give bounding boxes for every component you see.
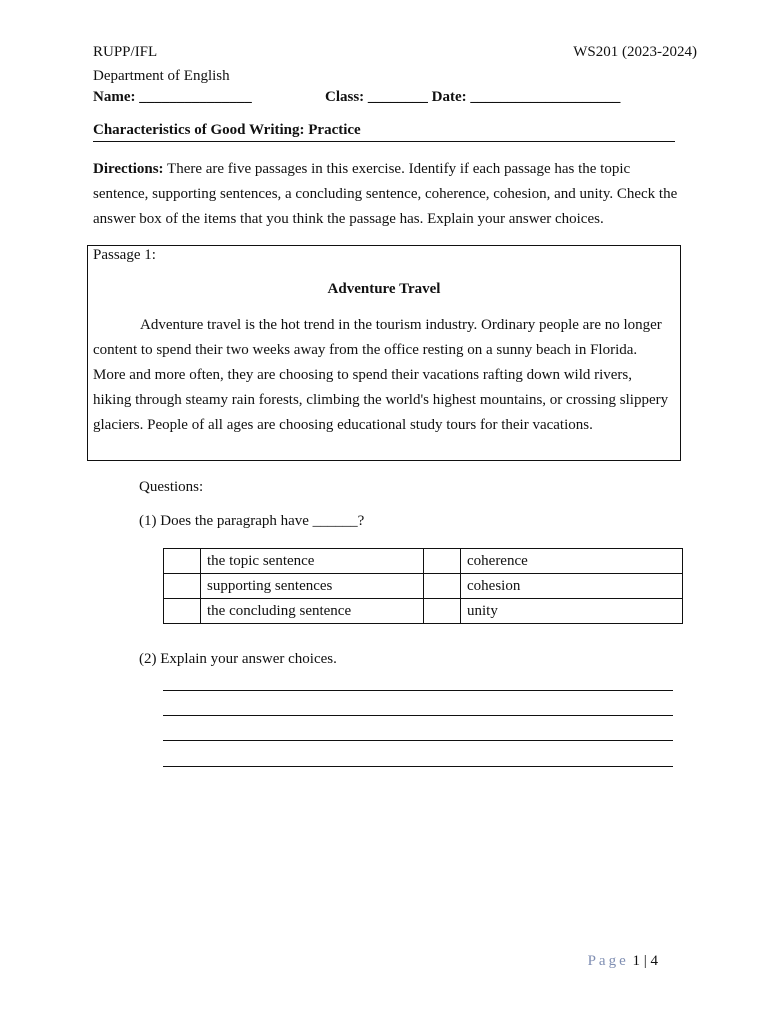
page-word: Page [587, 953, 629, 969]
passage-title: Adventure Travel [327, 281, 441, 297]
passage-text: Adventure travel is the hot trend in the tourism industry. Ordinary people are no longer content to spend their two weeks away from the office resting on a sunny beach in Florida. More and more often, they are choosing to spend their vacations rafting down wild rivers, hiking through steamy rain forests, climbing the world's highest mountains, or crossing slippery glaciers. People of all ages are choosing educational study tours for their vacations. [93, 317, 669, 433]
checkbox-supporting-sentences[interactable] [164, 574, 201, 599]
page-number: 1 | 4 [632, 953, 658, 969]
question-2: (2) Explain your answer choices. [139, 651, 337, 667]
table-row [164, 599, 683, 624]
passage-box [87, 245, 681, 461]
answer-line[interactable] [163, 766, 673, 767]
answer-line[interactable] [163, 690, 673, 691]
option-label: supporting sentences [201, 574, 424, 599]
directions [93, 157, 683, 232]
directions-text: There are five passages in this exercise. Identify if each passage has the topic sentence, supporting sentences, a concluding sentence, coherence, cohesion, and unity. Check the answer box of the items that you think the passage has. Explain your answer choices. [93, 161, 678, 227]
option-label: the topic sentence [201, 549, 424, 574]
question-1: (1) Does the paragraph have ______? [139, 513, 365, 529]
header-left [93, 44, 230, 84]
questions-label: Questions: [139, 479, 204, 495]
answer-line[interactable] [163, 740, 673, 741]
options-table [163, 548, 683, 624]
class-date-field[interactable]: Class: ________ Date: ____________________ [325, 89, 621, 105]
option-label: cohesion [461, 574, 683, 599]
checkbox-concluding-sentence[interactable] [164, 599, 201, 624]
institution: RUPP/IFL [93, 44, 158, 60]
checkbox-unity[interactable] [424, 599, 461, 624]
directions-label: Directions: [93, 161, 164, 177]
table-row [164, 549, 683, 574]
course-code: WS201 (2023-2024) [573, 44, 697, 60]
passage-label: Passage 1: [93, 247, 156, 263]
name-field[interactable]: Name: _______________ [93, 89, 252, 105]
checkbox-coherence[interactable] [424, 549, 461, 574]
table-row [164, 574, 683, 599]
option-label: the concluding sentence [201, 599, 424, 624]
answer-line[interactable] [163, 715, 673, 716]
page-footer [588, 953, 658, 970]
department: Department of English [93, 68, 230, 84]
checkbox-cohesion[interactable] [424, 574, 461, 599]
checkbox-topic-sentence[interactable] [164, 549, 201, 574]
option-label: coherence [461, 549, 683, 574]
page-title: Characteristics of Good Writing: Practice [93, 122, 675, 142]
option-label: unity [461, 599, 683, 624]
